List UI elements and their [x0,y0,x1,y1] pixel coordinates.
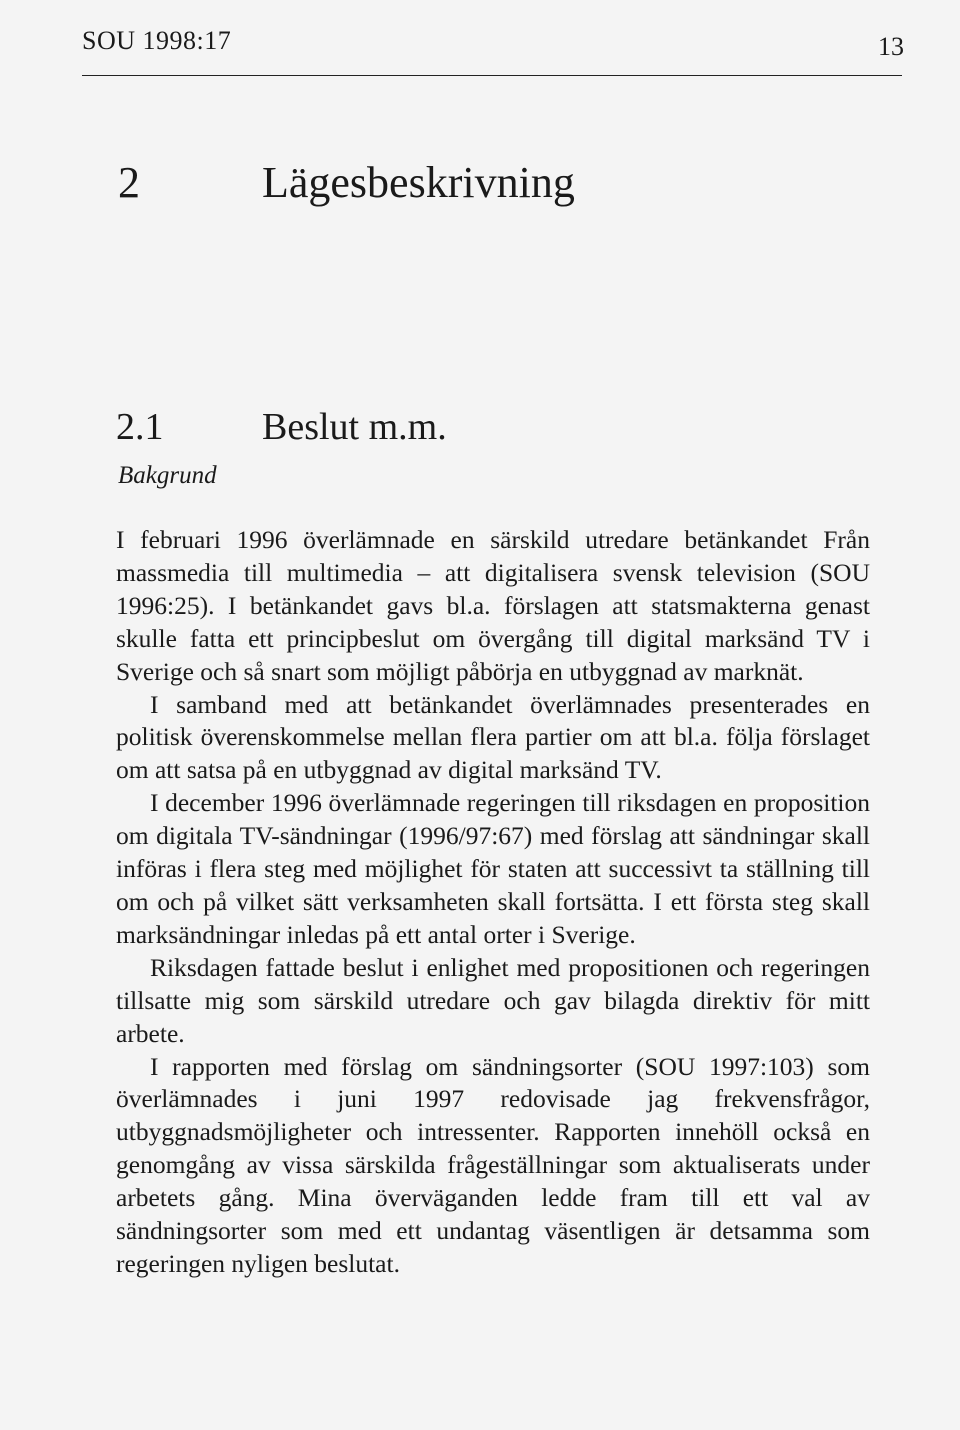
paragraph: I februari 1996 överlämnade en särskild utredare betänkandet Från massmedia till multimedia – att digitalisera svensk television (SOU 1996:25). I betänkandet gavs bl.a. förslagen att statsmakterna genast skulle fatta ett principbeslut om övergång till digital marksänd TV i Sverige och så snart som möjligt påbörja en utbyggnad av marknät. [116,525,870,686]
chapter-number: 2 [118,158,140,207]
body-text [116,524,870,1281]
section-number: 2.1 [116,406,164,448]
header-rule [82,75,902,76]
paragraph: Riksdagen fattade beslut i enlighet med propositionen och regeringen tillsatte mig som särskild utredare och gav bilagda direktiv för mitt arbete. [116,952,870,1048]
section-heading [116,403,447,451]
paragraph: I rapporten med förslag om sändningsorter (SOU 1997:103) som överlämnades i juni 1997 redovisade jag frekvensfrågor, utbyggnadsmöjligheter och intressenter. Rapporten innehöll också en genomgång av vissa särskilda frågeställningar som aktualiserats under arbetets gång. Mina överväganden ledde fram till ett val av sändningsorter som med ett undantag väsentligen är detsamma som regeringen nyligen beslutat. [116,1051,870,1278]
paragraph: I samband med att betänkandet överlämnades presenterades en politisk överenskommelse mellan flera partier om att bl.a. följa förslaget om att satsa på en utbyggnad av digital marksänd TV. [116,689,870,785]
series-number: SOU 1998:17 [82,26,232,55]
running-header [82,26,904,70]
page-number: 13 [878,32,904,61]
section-title: Beslut m.m. [262,406,447,448]
subheading: Bakgrund [118,462,217,489]
paragraph: I december 1996 överlämnade regeringen till riksdagen en proposition om digitala TV-sändningar (1996/97:67) med förslag att sändningar skall införas i flera steg med möjlighet för staten att successivt ta ställning till om och på vilket sätt verksamheten skall fortsätta. I ett första steg skall marksändningar inledas på ett antal orter i Sverige. [116,788,870,949]
chapter-heading [118,155,575,211]
chapter-title: Lägesbeskrivning [262,158,575,207]
